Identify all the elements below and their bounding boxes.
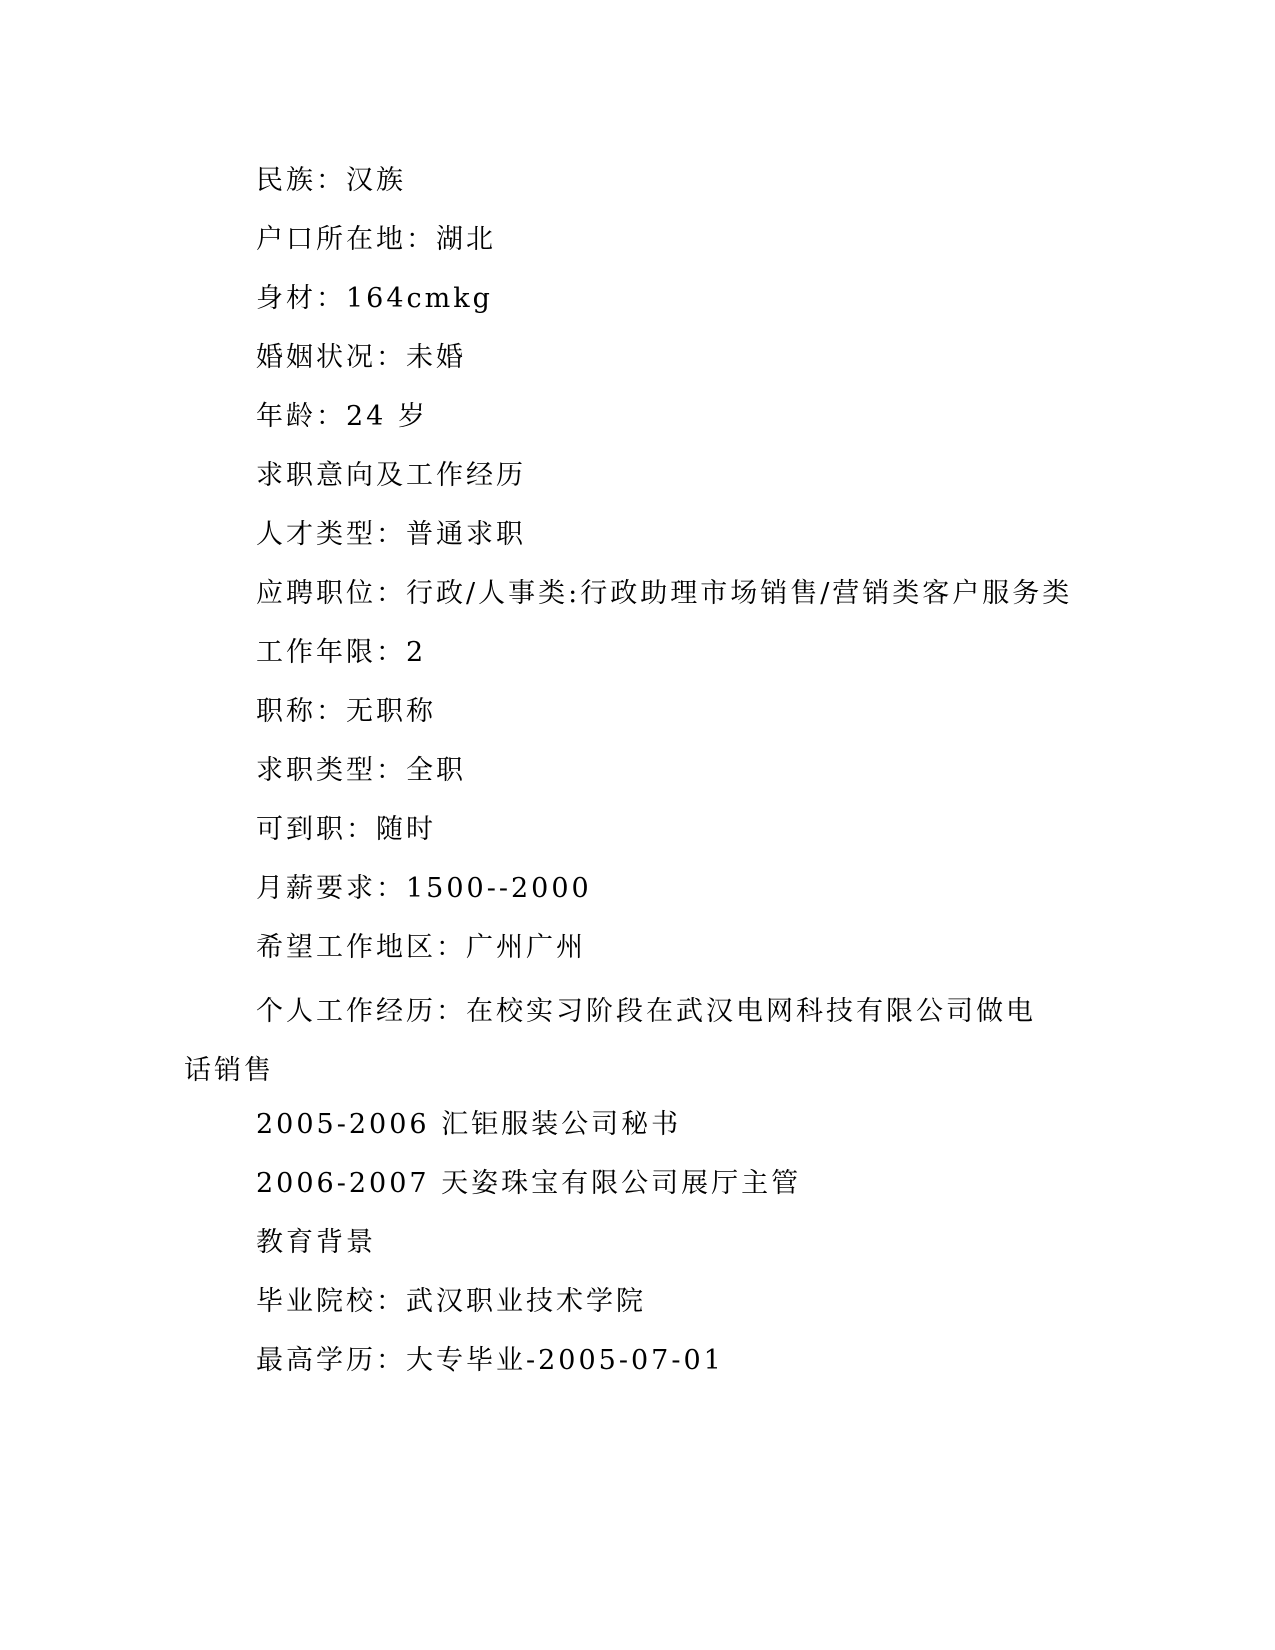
work-item: 2006-2007 天姿珠宝有限公司展厅主管 [256, 1168, 802, 1199]
marital-status-line: 婚姻状况：未婚 [256, 342, 466, 373]
desired-location-line: 希望工作地区：广州广州 [256, 932, 586, 963]
availability-line: 可到职：随时 [256, 814, 436, 845]
salary-line: 月薪要求：1500--2000 [256, 873, 592, 904]
height-weight-line: 身材：164cmkg [256, 283, 493, 314]
ethnicity-line: 民族：汉族 [256, 165, 406, 196]
highest-degree-line: 最高学历：大专毕业-2005-07-01 [256, 1345, 724, 1376]
job-type-line: 求职类型：全职 [256, 755, 466, 786]
title-line: 职称：无职称 [256, 696, 436, 727]
age-line: 年龄：24 岁 [256, 401, 428, 432]
job-intention-heading: 求职意向及工作经历 [256, 460, 526, 491]
applied-position-line: 应聘职位：行政/人事类:行政助理市场销售/营销类客户服务类 [256, 578, 1073, 609]
document-body [184, 156, 1084, 1395]
household-registration-line: 户口所在地：湖北 [256, 224, 496, 255]
talent-type-line: 人才类型：普通求职 [256, 519, 526, 550]
years-of-work-line: 工作年限：2 [256, 637, 427, 668]
work-item: 2005-2006 汇钜服装公司秘书 [256, 1109, 682, 1140]
education-heading: 教育背景 [256, 1227, 376, 1258]
work-history-paragraph: 个人工作经历：在校实习阶段在武汉电网科技有限公司做电话销售 [184, 996, 1036, 1086]
school-line: 毕业院校：武汉职业技术学院 [256, 1286, 646, 1317]
